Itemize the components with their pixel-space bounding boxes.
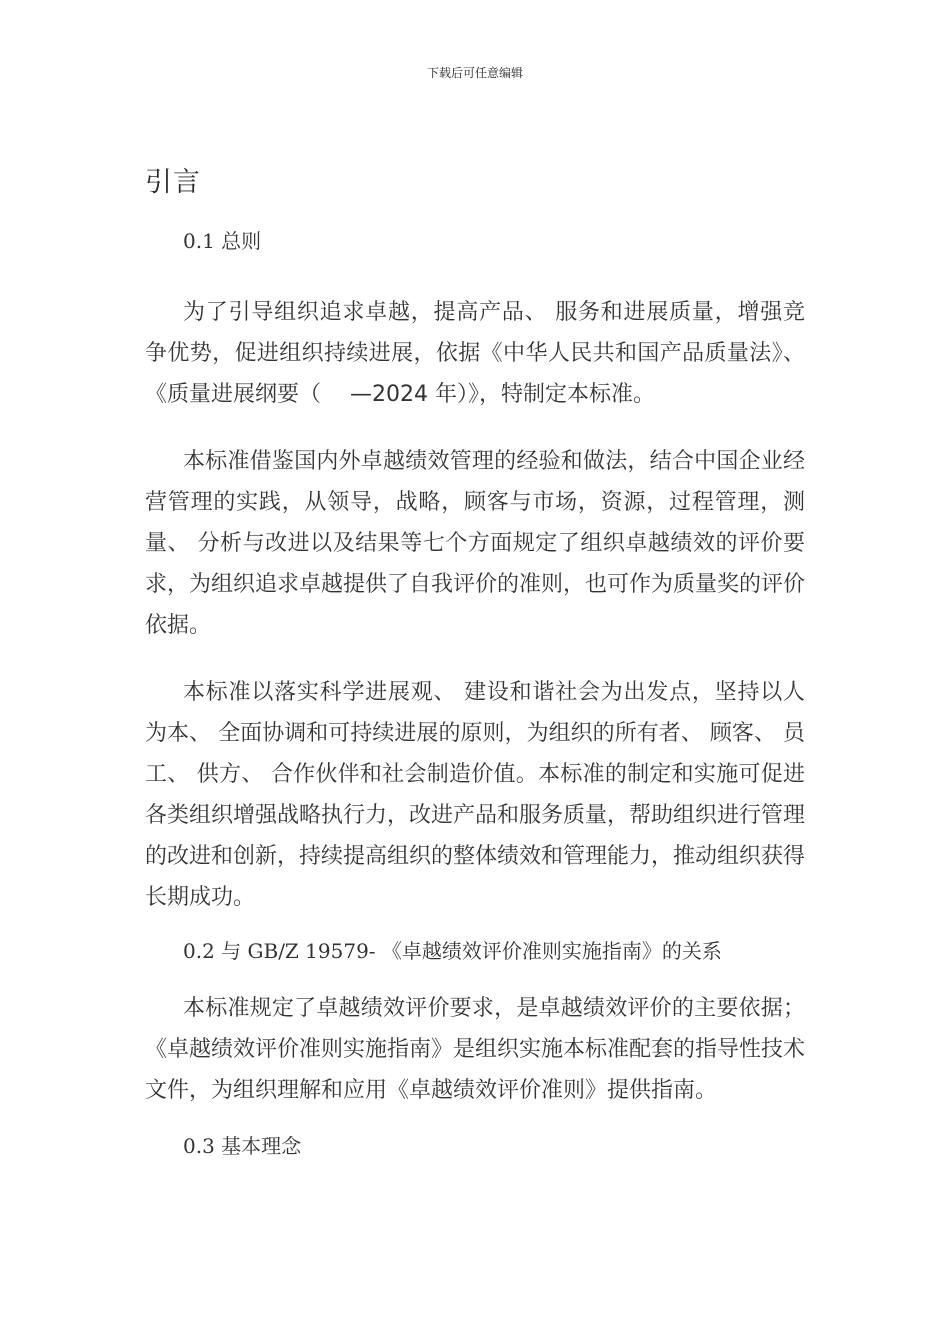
paragraph-principles: 本标准以落实科学进展观、 建设和谐社会为出发点，坚持以人为本、 全面协调和可持续进展的原则，为组织的所有者、 顾客、 员工、 供方、 合作伙伴和社会制造价值。本标准的制定和实施可促进各类组织增强战略执行力，改进产品和服务质量，帮助组织进行管理的改进和创新，持续提高组织的整体绩效和管理能力，推动组织获得长期成功。 bbox=[145, 680, 806, 910]
paragraph-purpose: 为了引导组织追求卓越，提高产品、 服务和进展质量，增强竞争优势，促进组织持续进展，依据《中华人民共和国产品质量法》、 《质量进展纲要（ —2024 年）》，特制定本标准。 bbox=[145, 300, 805, 407]
header-note: 下载后可任意编辑 bbox=[426, 66, 523, 80]
page-title: 引言 bbox=[145, 167, 201, 198]
paragraph-relationship: 本标准规定了卓越绩效评价要求，是卓越绩效评价的主要依据；《卓越绩效评价准则实施指南》是组织实施本标准配套的指导性技术文件，为组织理解和应用《卓越绩效评价准则》提供指南。 bbox=[145, 996, 806, 1103]
paragraph-scope: 本标准借鉴国内外卓越绩效管理的经验和做法，结合中国企业经营管理的实践，从领导，战略，顾客与市场，资源，过程管理，测量、 分析与改进以及结果等七个方面规定了组织卓越绩效的评价要求，为组织追求卓越提供了自我评价的准则，也可作为质量奖的评价依据。 bbox=[145, 449, 806, 638]
section-heading-0-3: 0.3 基本理念 bbox=[183, 1134, 302, 1158]
section-heading-0-2: 0.2 与 GB/Z 19579- 《卓越绩效评价准则实施指南》的关系 bbox=[183, 939, 722, 963]
section-heading-0-1: 0.1 总则 bbox=[183, 229, 262, 253]
document-body bbox=[145, 226, 805, 1161]
